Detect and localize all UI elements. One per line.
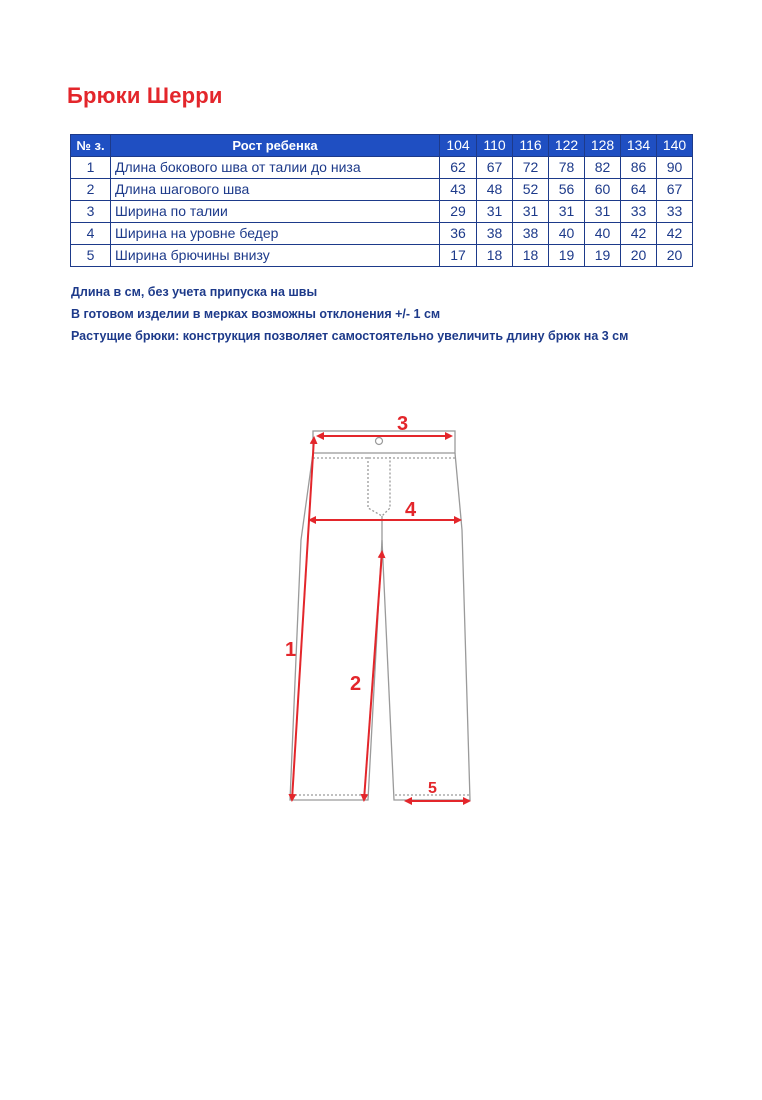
cell-value: 31 xyxy=(513,201,549,223)
header-size: 134 xyxy=(621,135,657,157)
waistband xyxy=(313,431,455,453)
cell-value: 19 xyxy=(549,245,585,267)
cell-value: 20 xyxy=(621,245,657,267)
cell-value: 67 xyxy=(657,179,693,201)
cell-value: 40 xyxy=(585,223,621,245)
note-measurements: Длина в см, без учета припуска на швы xyxy=(71,285,318,299)
cell-value: 31 xyxy=(585,201,621,223)
fly-stitching xyxy=(368,457,390,516)
header-num: № з. xyxy=(71,135,111,157)
note-tolerance: В готовом изделии в мерках возможны отклонения +/- 1 см xyxy=(71,307,441,321)
cell-value: 36 xyxy=(440,223,477,245)
cell-value: 56 xyxy=(549,179,585,201)
header-size: 104 xyxy=(440,135,477,157)
cell-value: 60 xyxy=(585,179,621,201)
cell-value: 31 xyxy=(477,201,513,223)
row-label: Ширина по талии xyxy=(111,201,440,223)
cell-value: 43 xyxy=(440,179,477,201)
row-label: Ширина на уровне бедер xyxy=(111,223,440,245)
row-label: Длина шагового шва xyxy=(111,179,440,201)
measure-side-seam-line xyxy=(292,438,314,800)
cell-value: 31 xyxy=(549,201,585,223)
cell-value: 82 xyxy=(585,157,621,179)
row-num: 5 xyxy=(71,245,111,267)
cell-value: 64 xyxy=(621,179,657,201)
cell-value: 48 xyxy=(477,179,513,201)
header-size: 110 xyxy=(477,135,513,157)
cell-value: 42 xyxy=(657,223,693,245)
header-size: 128 xyxy=(585,135,621,157)
cell-value: 33 xyxy=(621,201,657,223)
cell-value: 18 xyxy=(513,245,549,267)
note-adjustable: Растущие брюки: конструкция позволяет самостоятельно увеличить длину брюк на 3 см xyxy=(71,329,629,343)
cell-value: 67 xyxy=(477,157,513,179)
cell-value: 18 xyxy=(477,245,513,267)
label-1: 1 xyxy=(285,639,297,661)
label-4: 4 xyxy=(405,499,417,521)
cell-value: 38 xyxy=(513,223,549,245)
cell-value: 40 xyxy=(549,223,585,245)
cell-value: 42 xyxy=(621,223,657,245)
row-label: Ширина брючины внизу xyxy=(111,245,440,267)
cell-value: 62 xyxy=(440,157,477,179)
trousers-outline xyxy=(290,431,470,800)
cell-value: 78 xyxy=(549,157,585,179)
measure-inseam-line xyxy=(364,552,382,800)
cell-value: 86 xyxy=(621,157,657,179)
header-size: 116 xyxy=(513,135,549,157)
cell-value: 19 xyxy=(585,245,621,267)
label-3: 3 xyxy=(397,413,409,435)
row-num: 4 xyxy=(71,223,111,245)
cell-value: 90 xyxy=(657,157,693,179)
button-icon xyxy=(376,438,383,445)
cell-value: 33 xyxy=(657,201,693,223)
cell-value: 72 xyxy=(513,157,549,179)
row-num: 3 xyxy=(71,201,111,223)
trousers-body xyxy=(290,453,470,800)
row-label: Длина бокового шва от талии до низа xyxy=(111,157,440,179)
cell-value: 20 xyxy=(657,245,693,267)
page-title: Брюки Шерри xyxy=(67,83,223,108)
cell-value: 38 xyxy=(477,223,513,245)
header-size: 122 xyxy=(549,135,585,157)
label-5: 5 xyxy=(428,780,437,797)
header-param: Рост ребенка xyxy=(111,135,440,157)
header-size: 140 xyxy=(657,135,693,157)
cell-value: 29 xyxy=(440,201,477,223)
row-num: 2 xyxy=(71,179,111,201)
cell-value: 52 xyxy=(513,179,549,201)
cell-value: 17 xyxy=(440,245,477,267)
row-num: 1 xyxy=(71,157,111,179)
label-2: 2 xyxy=(350,673,362,695)
